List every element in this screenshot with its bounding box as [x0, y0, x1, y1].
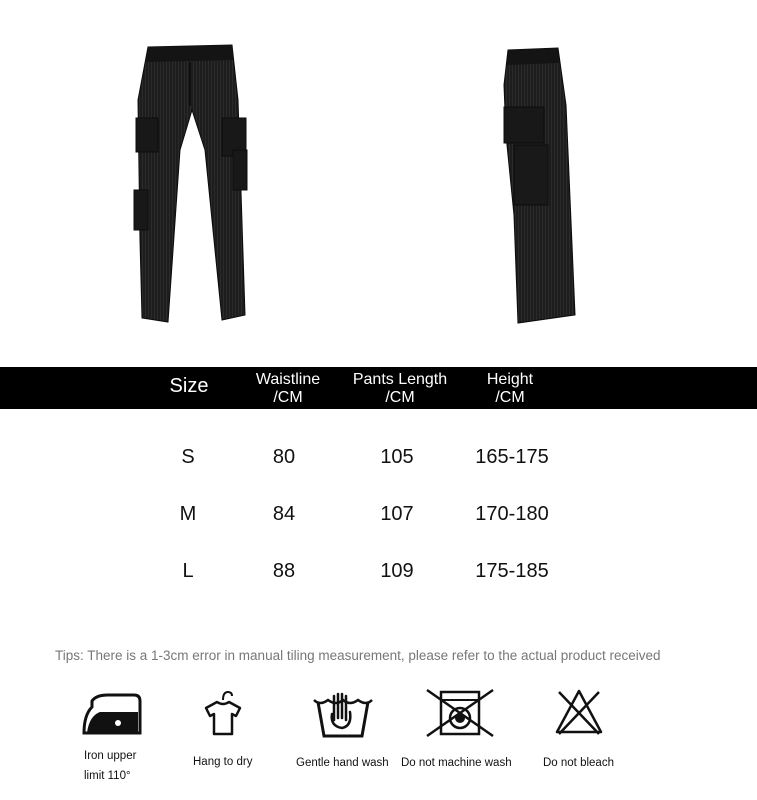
waistline-cell: 84	[272, 503, 296, 525]
header-height-label: Height	[486, 371, 534, 388]
iron-label-line: limit 110°	[84, 770, 131, 782]
height-cell: 175-185	[475, 560, 549, 582]
no-machine-wash-icon	[425, 688, 495, 738]
header-height	[465, 371, 555, 407]
height-cell: 165-175	[475, 446, 549, 468]
no-bleach-label: Do not bleach	[543, 757, 614, 769]
pants-length-cell: 109	[380, 560, 414, 582]
waistline-cell: 80	[272, 446, 296, 468]
no-machine-wash-label: Do not machine wash	[401, 757, 512, 769]
waistline-cell: 88	[272, 560, 296, 582]
header-pants-length-unit: /CM	[385, 389, 415, 406]
header-waistline	[238, 371, 338, 407]
size-cell: L	[182, 560, 194, 582]
pants-side-image	[500, 45, 585, 325]
header-size-label: Size	[169, 375, 209, 397]
table-row	[0, 560, 757, 584]
hanger-icon	[202, 688, 244, 738]
iron-label	[84, 746, 136, 786]
iron-icon	[82, 693, 142, 735]
pants-length-cell: 105	[380, 446, 414, 468]
header-pants-length-label: Pants Length	[352, 371, 448, 388]
header-waistline-unit: /CM	[273, 389, 303, 406]
hand-wash-label: Gentle hand wash	[296, 757, 389, 769]
header-waistline-label: Waistline	[255, 371, 321, 388]
size-cell: S	[181, 446, 195, 468]
no-bleach-icon	[555, 688, 603, 736]
size-cell: M	[179, 503, 197, 525]
hang-dry-label: Hang to dry	[193, 756, 253, 768]
header-pants-length	[340, 371, 460, 407]
pants-front-image	[130, 40, 255, 325]
iron-label-line: Iron upper	[84, 750, 137, 762]
header-height-unit: /CM	[495, 389, 525, 406]
measurement-tips: Tips: There is a 1-3cm error in manual tiling measurement, please refer to the actual product received	[55, 648, 661, 663]
hand-wash-icon	[312, 692, 374, 738]
pants-length-cell: 107	[380, 503, 414, 525]
height-cell: 170-180	[475, 503, 549, 525]
table-row	[0, 446, 757, 470]
table-row	[0, 503, 757, 527]
header-size	[160, 377, 218, 395]
